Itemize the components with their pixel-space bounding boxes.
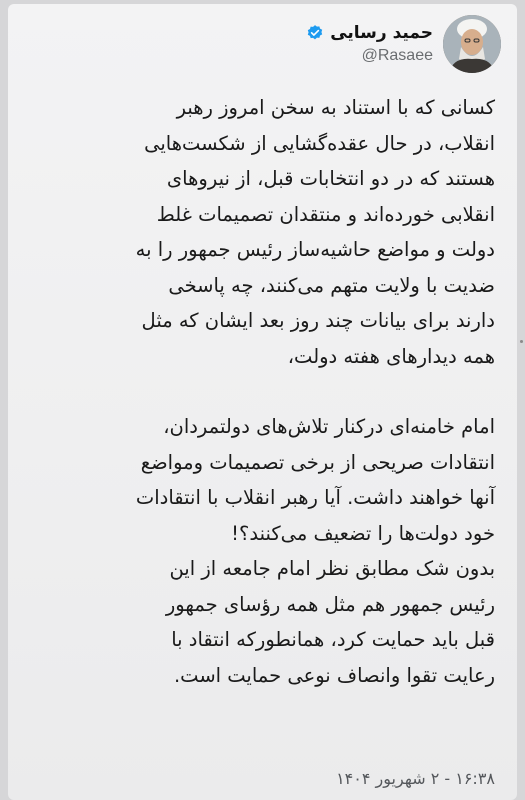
author-handle[interactable]: @Rasaee <box>361 47 433 64</box>
tweet-header <box>306 12 501 76</box>
tweet-paragraph-2: امام خامنه‌ای درکنار تلاش‌های دولتمردان، انتقادات صریحی از برخی تصمیمات ومواضع آنها خواهند داشت. آیا رهبر انقلاب با انتقادات خود دولت‌ها را تضعیف می‌کنند؟! بدون شک مطابق نظر امام جامعه از این رئیس جمهور هم مثل همه رؤسای جمهور قبل باید حمایت کرد، همانطورکه انتقاد با رعایت تقوا وانصاف نوعی حمایت است. <box>135 415 495 687</box>
tweet-paragraph-1: کسانی که با استناد به سخن امروز رهبر انقلاب، در حال عقده‌گشایی از شکست‌هایی هستند که در دو انتخابات قبل، از نیروهای انقلابی خورده‌اند و منتقدان تصمیمات غلط دولت و مواضع حاشیه‌ساز رئیس جمهور را به ضدیت با ولایت متهم می‌کنند، چه پاسخی دارند برای بیانات چند روز بعد ایشان که مثل همه دیدارهای هفته دولت، <box>135 96 495 368</box>
avatar-portrait-icon <box>443 15 501 73</box>
author-display-name[interactable]: حمید رسایی <box>330 23 433 43</box>
author-avatar[interactable] <box>443 15 501 73</box>
tweet-card <box>8 4 517 800</box>
scroll-indicator <box>520 340 523 343</box>
verified-badge-icon <box>306 24 324 42</box>
paragraph-spacer <box>36 374 495 409</box>
tweet-timestamp[interactable]: ۱۶:۳۸ - ۲ شهریور ۱۴۰۴ <box>336 769 495 788</box>
author-info <box>306 23 433 65</box>
author-name-row <box>306 23 433 43</box>
tweet-body <box>36 90 495 693</box>
